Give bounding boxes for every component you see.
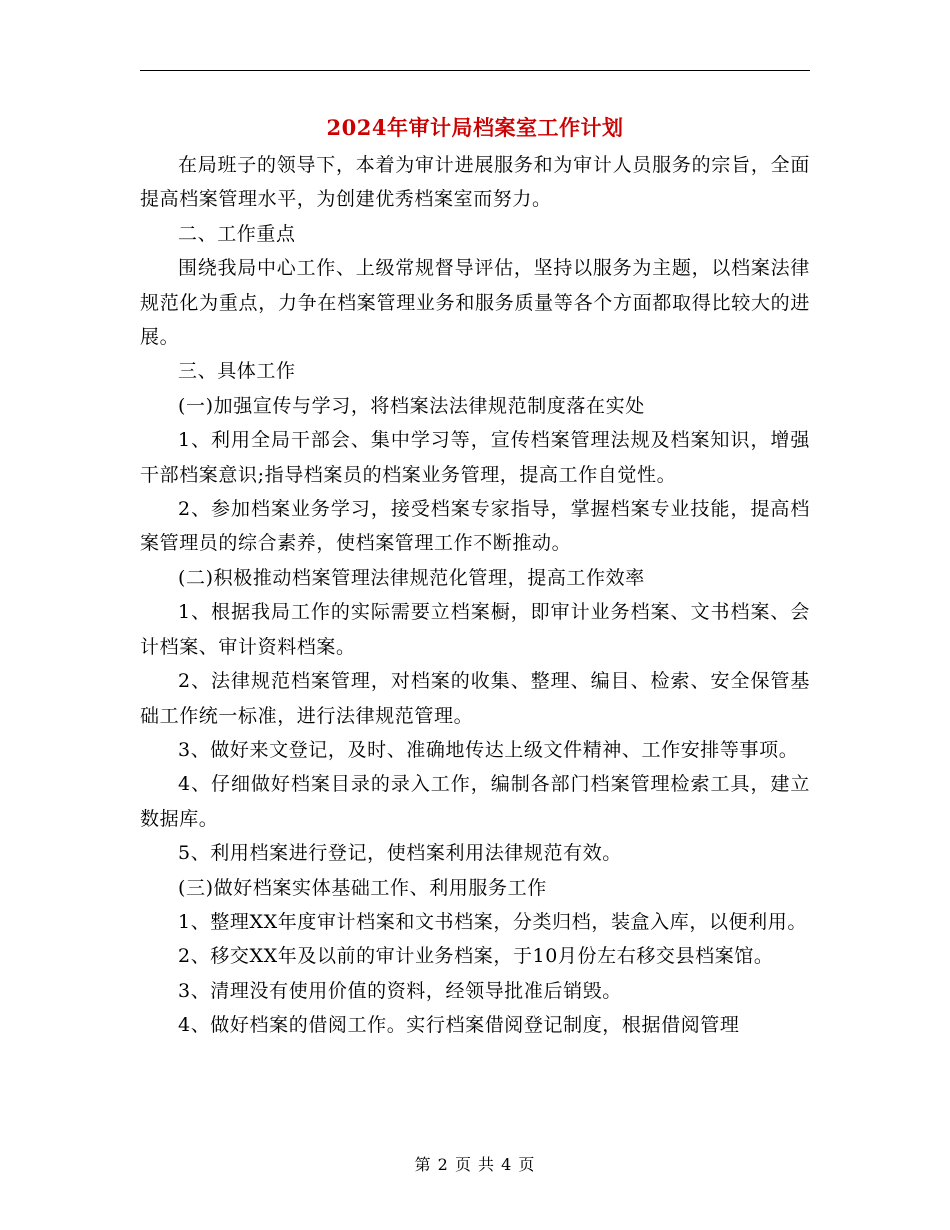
list-item: 3、做好来文登记，及时、准确地传达上级文件精神、工作安排等事项。 — [178, 738, 799, 761]
list-item: 3、清理没有使用价值的资料，经领导批准后销毁。 — [178, 979, 622, 1002]
list-item: 1、根据我局工作的实际需要立档案橱，即审计业务档案、文书档案、会计档案、审计资料档案。 — [140, 601, 810, 658]
heading-work-focus: 二、工作重点 — [178, 222, 296, 245]
heading-specific-work: 三、具体工作 — [178, 360, 296, 383]
list-item: 5、利用档案进行登记，使档案利用法律规范有效。 — [178, 842, 622, 865]
paragraph-work-focus: 围绕我局中心工作、上级常规督导评估，坚持以服务为主题，以档案法律规范化为重点，力争在档案管理业务和服务质量等各个方面都取得比较大的进展。 — [140, 257, 810, 349]
list-item: 1、利用全局干部会、集中学习等，宣传档案管理法规及档案知识，增强干部档案意识;指导档案员的档案业务管理，提高工作自觉性。 — [140, 429, 810, 486]
paragraph-intro: 在局班子的领导下，本着为审计进展服务和为审计人员服务的宗旨，全面提高档案管理水平，为创建优秀档案室而努力。 — [140, 154, 810, 211]
list-item: 2、移交XX年及以前的审计业务档案，于10月份左右移交县档案馆。 — [178, 945, 774, 968]
subheading-1: (一)加强宣传与学习，将档案法法律规范制度落在实处 — [178, 394, 645, 417]
document-body — [140, 148, 810, 1043]
subheading-2: (二)积极推动档案管理法律规范化管理，提高工作效率 — [178, 566, 645, 589]
header-rule — [140, 70, 810, 71]
list-item: 2、法律规范档案管理，对档案的收集、整理、编目、检索、安全保管基础工作统一标准，进行法律规范管理。 — [140, 670, 810, 727]
page-number-footer: 第 2 页 共 4 页 — [414, 1155, 536, 1174]
list-item: 4、仔细做好档案目录的录入工作，编制各部门档案管理检索工具，建立数据库。 — [140, 773, 810, 830]
list-item: 4、做好档案的借阅工作。实行档案借阅登记制度，根据借阅管理 — [178, 1014, 740, 1037]
subheading-3: (三)做好档案实体基础工作、利用服务工作 — [178, 876, 547, 899]
document-title: 2024年审计局档案室工作计划 — [326, 115, 624, 140]
list-item: 1、整理XX年度审计档案和文书档案，分类归档，装盒入库，以便利用。 — [178, 910, 807, 933]
list-item: 2、参加档案业务学习，接受档案专家指导，掌握档案专业技能，提高档案管理员的综合素养，使档案管理工作不断推动。 — [140, 498, 810, 555]
